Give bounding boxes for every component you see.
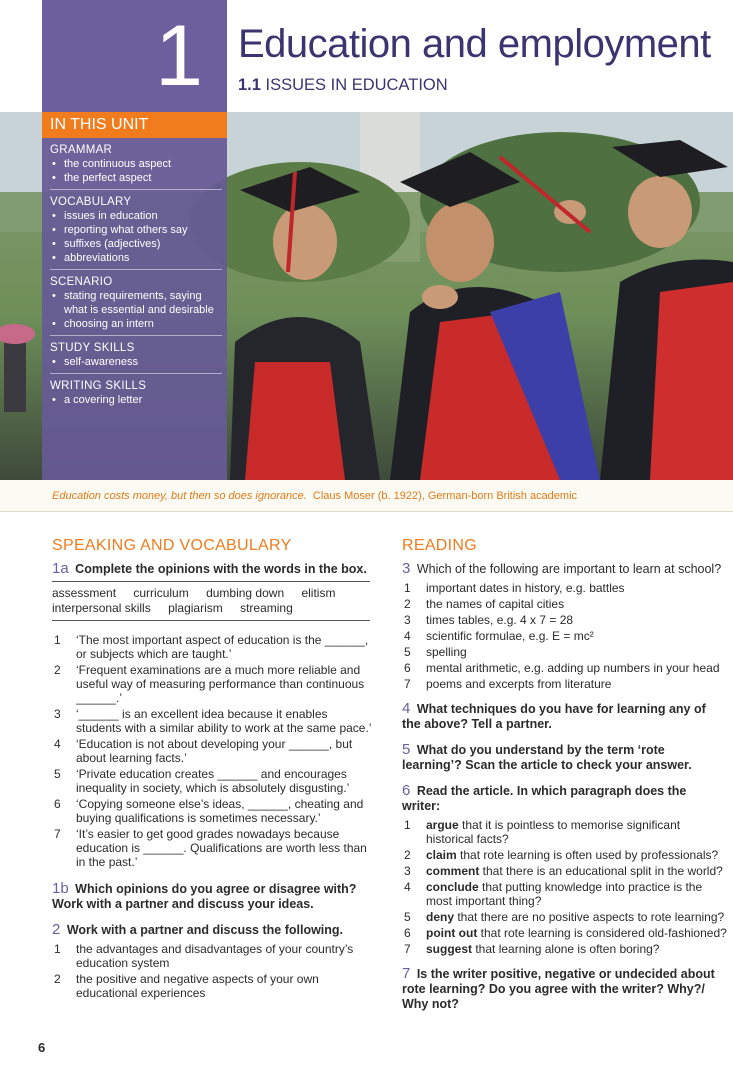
- sidebar-section-scenario: SCENARIO • stating requirements, saying what is essential and desirable • choosing an intern: [50, 274, 222, 336]
- list-item: 3 ‘______ is an excellent idea because it enables students with a similar ability to work at the same pace.’: [54, 707, 372, 735]
- unit-contents: [50, 142, 222, 415]
- list-item: 2 ‘Frequent examinations are a much more reliable and useful way of measuring performance than continuous ______.’: [54, 663, 365, 705]
- list-item: 1 ‘The most important aspect of education is the ______, or subjects which are taught.’: [54, 633, 369, 661]
- sidebar-section-grammar: GRAMMAR • the continuous aspect • the perfect aspect: [50, 142, 222, 190]
- quote-author: Claus Moser (b. 1922), German-born British academic: [312, 490, 578, 502]
- word: elitism: [301, 586, 336, 600]
- list-item: • self-awareness: [50, 355, 222, 369]
- list-item: 3 times tables, e.g. 4 x 7 = 28: [404, 613, 574, 627]
- word: interpersonal skills: [52, 601, 151, 615]
- list-item: 5 spelling: [404, 645, 467, 659]
- word: dumbing down: [206, 586, 285, 600]
- question-5: 5 What do you understand by the term ‘rote learning’? Scan the article to check your answer.: [402, 741, 692, 772]
- list-item: 3 comment that there is an educational split in the world?: [404, 864, 723, 878]
- list-item: 5 ‘Private education creates ______ and encourages inequality in society, which is absolutely disgusting.’: [54, 767, 350, 795]
- question-4: 4 What techniques do you have for learning any of the above? Tell a partner.: [402, 700, 706, 731]
- question-3: 3 Which of the following are important to learn at school?: [402, 560, 722, 577]
- section-heading: [238, 76, 448, 95]
- list-item: • abbreviations: [50, 251, 222, 265]
- list-item: 5 deny that there are no positive aspects to rote learning?: [404, 910, 725, 924]
- writer-claims-list: [402, 818, 727, 956]
- discussion-list: [52, 942, 372, 1000]
- word-box: [52, 581, 370, 621]
- quote-text: Education costs money, but then so does ignorance.: [52, 490, 307, 502]
- question-7: 7 Is the writer positive, negative or undecided about rote learning? Do you agree with the writer? Why?/ Why not?: [402, 965, 715, 1011]
- quote-band: [0, 480, 733, 512]
- word: plagiarism: [168, 601, 223, 615]
- unit-number: 1: [42, 0, 227, 112]
- list-item: • the perfect aspect: [50, 171, 222, 185]
- page-title: Education and employment: [238, 22, 711, 66]
- list-item: 2 the positive and negative aspects of your own educational experiences: [54, 972, 319, 1000]
- right-column: [402, 537, 727, 1016]
- speaking-vocabulary-heading: SPEAKING AND VOCABULARY: [52, 537, 292, 554]
- list-item: 6 ‘Copying someone else’s ideas, ______, cheating and buying qualifications is sometimes necessary.’: [54, 797, 364, 825]
- section-title: ISSUES IN EDUCATION: [265, 76, 448, 94]
- question-1a: 1a Complete the opinions with the words in the box.: [52, 560, 367, 577]
- in-this-unit-heading: IN THIS UNIT: [42, 112, 227, 138]
- list-item: 1 argue that it is pointless to memorise significant historical facts?: [404, 818, 681, 846]
- left-column: [52, 537, 372, 1002]
- question-2: 2 Work with a partner and discuss the following.: [52, 921, 344, 938]
- page-number: 6: [38, 1040, 46, 1055]
- sidebar-section-study-skills: STUDY SKILLS • self-awareness: [50, 340, 222, 374]
- list-item: 7 ‘It’s easier to get good grades nowadays because education is ______. Qualifications are worth less than in the past.’: [54, 827, 367, 869]
- question-1b: 1b Which opinions do you agree or disagree with? Work with a partner and discuss your ideas.: [52, 880, 357, 911]
- list-item: 2 claim that rote learning is often used by professionals?: [404, 848, 719, 862]
- word: assessment: [52, 586, 117, 600]
- word: streaming: [240, 601, 293, 615]
- list-item: • reporting what others say: [50, 223, 222, 237]
- reading-heading: READING: [402, 537, 477, 554]
- section-number: 1.1: [238, 76, 261, 94]
- sidebar-section-writing-skills: WRITING SKILLS • a covering letter: [50, 378, 222, 411]
- list-item: 1 important dates in history, e.g. battles: [404, 581, 625, 595]
- list-item: 7 poems and excerpts from literature: [404, 677, 612, 691]
- list-item: • stating requirements, saying what is essential and desirable: [50, 289, 222, 317]
- list-item: 7 suggest that learning alone is often boring?: [404, 942, 660, 956]
- list-item: 4 conclude that putting knowledge into practice is the most important thing?: [404, 880, 703, 908]
- list-item: 6 point out that rote learning is considered old-fashioned?: [404, 926, 727, 940]
- list-item: • issues in education: [50, 209, 222, 223]
- list-item: 2 the names of capital cities: [404, 597, 565, 611]
- question-6: 6 Read the article. In which paragraph does the writer:: [402, 782, 687, 813]
- opinions-list: [52, 633, 372, 869]
- list-item: • a covering letter: [50, 393, 222, 407]
- list-item: 1 the advantages and disadvantages of your country’s education system: [54, 942, 354, 970]
- list-item: 4 ‘Education is not about developing your ______, but about learning facts.’: [54, 737, 353, 765]
- list-item: • the continuous aspect: [50, 157, 222, 171]
- list-item: 4 scientific formulae, e.g. E = mc²: [404, 629, 594, 643]
- list-item: • choosing an intern: [50, 317, 222, 331]
- school-topics-list: [402, 581, 727, 691]
- sidebar-section-vocabulary: VOCABULARY • issues in education • reporting what others say • suffixes (adjectives) • abbreviations: [50, 194, 222, 270]
- word: curriculum: [133, 586, 189, 600]
- list-item: • suffixes (adjectives): [50, 237, 222, 251]
- list-item: 6 mental arithmetic, e.g. adding up numbers in your head: [404, 661, 720, 675]
